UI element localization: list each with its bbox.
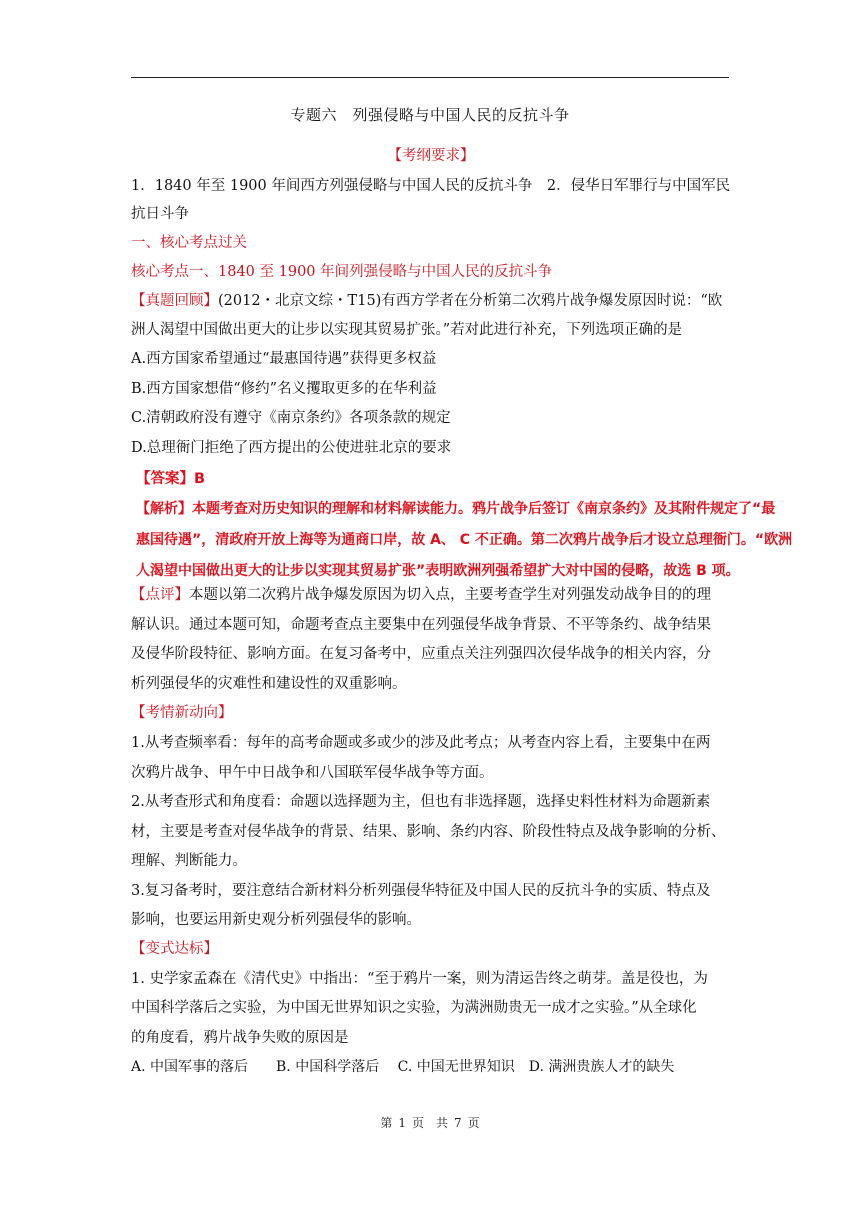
footer-page-number: 1	[398, 1116, 406, 1130]
question-line: 中国科学落后之实验，为中国无世界知识之实验，为满洲勋贵无一成才之实验。”从全球化	[131, 1000, 697, 1016]
footer-suffix: 页	[467, 1116, 480, 1130]
outline-heading: 【考纲要求】	[387, 148, 475, 164]
footer-prefix: 第	[380, 1116, 393, 1130]
option-a: A.西方国家希望通过“最惠国待遇”获得更多权益	[131, 351, 437, 367]
comment-text-cont: 及侵华阶段特征、影响方面。在复习备考中，应重点关注列强四次侵华战争的相关内容，分	[131, 646, 711, 662]
analysis-line: 惠国待遇”，清政府开放上海等为通商口岸，故 A、 C 不正确。第二次鸦片战争后才设立总理衙门。“欧洲	[136, 532, 793, 548]
question-line: 1. 史学家孟森在《清代史》中指出：“至于鸦片一案，则为清运告终之萌芽。盖是役也，为	[131, 971, 708, 987]
variant-heading: 【变式达标】	[131, 941, 218, 957]
outline-text: 1．1840 年至 1900 年间西方列强侵略与中国人民的反抗斗争 2．侵华日军罪行与中国军民	[131, 178, 731, 194]
trend-line: 3.复习备考时，要注意结合新材料分析列强侵华特征及中国人民的反抗斗争的实质、特点及	[131, 883, 711, 899]
comment-text-cont: 析列强侵华的灾难性和建设性的双重影响。	[131, 676, 407, 692]
trend-line: 次鸦片战争、甲午中日战争和八国联军侵华战争等方面。	[131, 765, 494, 781]
section-heading: 一、核心考点过关	[131, 235, 247, 251]
trend-line: 2.从考查形式和角度看：命题以选择题为主，但也有非选择题，选择史料性材料为命题新素	[131, 794, 711, 810]
option-d: D.总理衙门拒绝了西方提出的公使进驻北京的要求	[131, 440, 452, 456]
core-point-heading: 核心考点一、1840 至 1900 年间列强侵略与中国人民的反抗斗争	[131, 264, 553, 280]
analysis-line: 【解析】本题考查对历史知识的理解和材料解读能力。鸦片战争后签订《南京条约》及其附件规定了“最	[136, 501, 776, 517]
comment-paragraph	[131, 585, 731, 605]
outline-text-cont: 抗日斗争	[131, 206, 189, 222]
question-options: A. 中国军事的落后 B. 中国科学落后 C. 中国无世界知识 D. 满洲贵族人才的缺失	[131, 1059, 675, 1075]
page-footer	[0, 1114, 860, 1131]
comment-tag: 【点评】	[131, 587, 189, 603]
option-b: B.西方国家想借“修约”名义攫取更多的在华利益	[131, 381, 437, 397]
trend-line: 理解、判断能力。	[131, 853, 247, 869]
trend-line: 材，主要是考查对侵华战争的背景、结果、影响、条约内容、阶段性特点及战争影响的分析、	[131, 824, 726, 840]
trend-line: 影响，也要运用新史观分析列强侵华的影响。	[131, 912, 421, 928]
answer-line: 【答案】B	[136, 471, 206, 487]
review-paragraph	[131, 291, 731, 311]
comment-text-cont: 解认识。通过本题可知，命题考查点主要集中在列强侵华战争背景、不平等条约、战争结果	[131, 617, 711, 633]
trend-heading: 【考情新动向】	[131, 705, 233, 721]
footer-total-pages: 7	[454, 1116, 462, 1130]
review-text-cont: 洲人渴望中国做出更大的让步以实现其贸易扩张。”若对此进行补充，下列选项正确的是	[131, 322, 683, 338]
document-title: 专题六 列强侵略与中国人民的反抗斗争	[290, 106, 570, 124]
comment-text: 本题以第二次鸦片战争爆发原因为切入点，主要考查学生对列强发动战争目的的理	[189, 587, 711, 603]
trend-line: 1.从考查频率看：每年的高考命题或多或少的涉及此考点；从考查内容上看，主要集中在两	[131, 735, 711, 751]
question-line: 的角度看，鸦片战争失败的原因是	[131, 1030, 349, 1046]
review-tag: 【真题回顾】	[131, 293, 218, 309]
header-rule	[131, 77, 729, 78]
option-c: C.清朝政府没有遵守《南京条约》各项条款的规定	[131, 410, 451, 426]
analysis-line: 人渴望中国做出更大的让步以实现其贸易扩张”表明欧洲列强希望扩大对中国的侵略，故选 B 项。	[136, 563, 740, 579]
review-text: (2012・北京文综・T15)有西方学者在分析第二次鸦片战争爆发原因时说：“欧	[218, 293, 723, 309]
footer-mid: 页 共	[411, 1116, 448, 1130]
